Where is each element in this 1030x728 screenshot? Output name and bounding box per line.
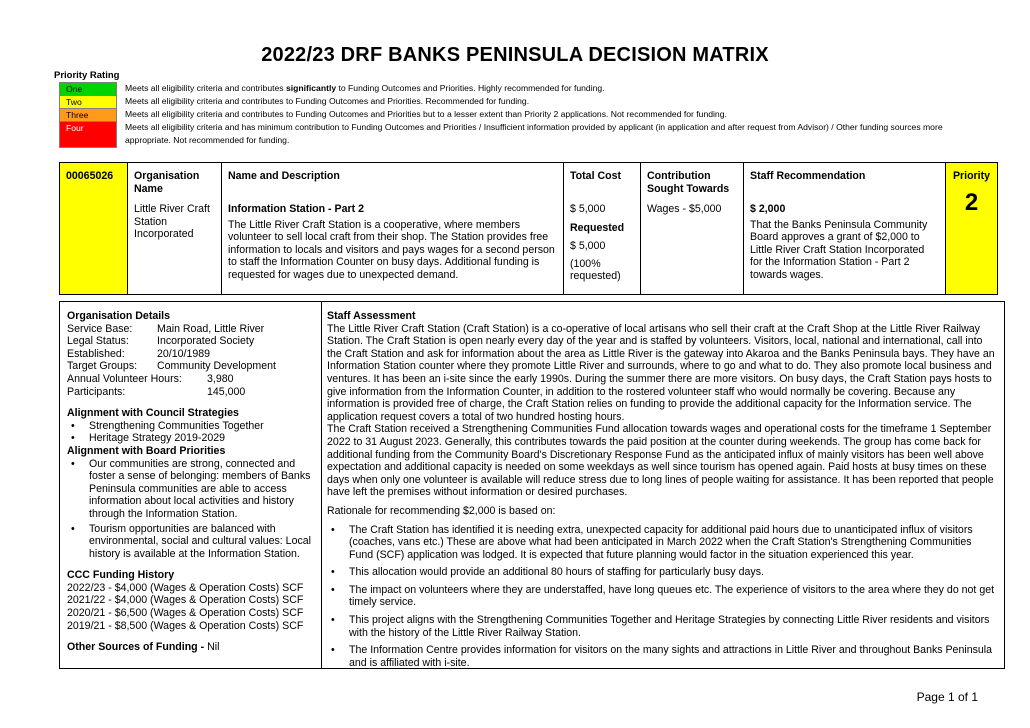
detail-row: Participants: 145,000	[67, 385, 246, 398]
detail-row: Legal Status: Incorporated Society	[67, 335, 255, 348]
staff-recommendation-header: Staff Recommendation	[750, 170, 866, 182]
priority-swatch-one: One	[59, 82, 117, 95]
rationale-intro: Rationale for recommending $2,000 is based on:	[327, 504, 556, 517]
requested-label: Requested	[570, 221, 625, 234]
assessment-details	[59, 301, 1005, 669]
other-funding: Other Sources of Funding - Nil	[67, 641, 220, 654]
funding-history-item: 2019/21 - $8,500 (Wages & Operation Costs) SCF	[67, 619, 304, 632]
priority-level-four	[59, 121, 969, 148]
total-cost-value: $ 5,000	[570, 203, 606, 215]
page-title: 2022/23 DRF BANKS PENINSULA DECISION MATRIX	[261, 44, 769, 66]
total-cost-header: Total Cost	[570, 170, 622, 182]
application-id: 00065026	[60, 163, 128, 294]
detail-row: Established: 20/10/1989	[67, 347, 211, 360]
priority-rating-heading: Priority Rating	[54, 70, 120, 81]
funding-history-item: 2021/22 - $4,000 (Wages & Operation Costs) SCF	[67, 594, 304, 607]
page-number: Page 1 of 1	[916, 690, 978, 704]
project-name: Information Station - Part 2	[228, 203, 364, 215]
list-item: • Our communities are strong, connected and foster a sense of belonging: members of Banks Peninsula communities are able to access information about local activities and history through the Information Station.	[67, 458, 315, 521]
council-alignment-list	[67, 420, 315, 445]
rationale-list	[327, 524, 998, 670]
staff-recommendation-column	[744, 163, 946, 294]
priority-column	[946, 163, 997, 294]
priority-desc-three: Meets all eligibility criteria and contributes to Funding Outcomes and Priorities but to a lesser extent than Priority 2 applications. Not recommended for funding.	[125, 109, 727, 119]
board-alignment-heading: Alignment with Board Priorities	[67, 444, 226, 457]
funding-history-item: 2020/21 - $6,500 (Wages & Operation Costs) SCF	[67, 607, 304, 620]
organisation-header: Organisation Name	[134, 170, 200, 195]
list-item: • The Information Centre provides information for visitors on the many sights and attractions in Little River and throughout Banks Peninsula and is affiliated with i-site.	[327, 644, 998, 669]
assessment-paragraph: The Craft Station received a Strengthening Communities Fund allocation towards wages and operational costs for the timeframe 1 September 2022 to 31 August 2023. Generally, this contributes towards the paid position at the counter during weekends. The group has come back for additional funding from the Community Board's Discretionary Response Fund as the anticipated influx of mainly visitors has been well above expectation and additional capacity is needed on some weekdays as well since tourism has opened again. Paid hosts at busy times on these days when only one volunteer is available will reduce stress due to long lines of people waiting for assistance. It has been reported that people have left the premises without information or desired purchases.	[327, 423, 994, 499]
priority-swatch-two: Two	[59, 95, 117, 108]
priority-level-one	[59, 82, 969, 95]
requested-amount: $ 5,000	[570, 239, 606, 252]
recommendation-amount: $ 2,000	[750, 203, 786, 215]
priority-level-two	[59, 95, 969, 108]
list-item: • Heritage Strategy 2019-2029	[67, 432, 315, 445]
priority-level-three	[59, 108, 969, 121]
organisation-column	[128, 163, 222, 294]
priority-desc-four: Meets all eligibility criteria and has minimum contribution to Funding Outcomes and Priorities / Insufficient information provided by applicant (in application and after request from Advisor) / Other funding sources more appropriate. Not recommended for funding.	[125, 122, 943, 145]
assessment-paragraph: The Little River Craft Station (Craft Station) is a co-operative of local artisans who sell their craft at the Craft Shop at the Little River Railway Station. The Craft Station is open nearly every day of the year and is staffed by volunteers. Visitors, local, national and international, call into the Craft Station and ask for information about the area as Little River is the gateway into Akaroa and the Banks Peninsula bays. They have an Information Station counter where they promote Little River and surrounds, where to go and what to do. They also promote local business and ventures. It has been an i-site since the early 1990s. During the summer there are more visitors. On busy days, the Craft Station pays hosts to give information from the Information Counter, in addition to the rostered volunteer staff who would normally be covering. Because any information is provided free of charge, the Craft Station relies on funding to provide the additional capacity for the Information service. The application request covers a total of two hundred hosting hours.	[327, 322, 995, 423]
staff-assessment-panel	[322, 302, 1004, 668]
priority-header: Priority	[952, 170, 991, 182]
total-cost-column	[564, 163, 641, 294]
project-description: The Little River Craft Station is a cooperative, where members volunteer to sell local craft from their shop. The Station provides free information to locals and visitors and pays wages for a second person to staff the Information Counter on busy days. Additional funding is requested for wages due to unexpected demand.	[228, 218, 555, 281]
priority-swatch-four: Four	[59, 121, 117, 148]
priority-value: 2	[964, 189, 979, 216]
staff-assessment-heading: Staff Assessment	[327, 310, 416, 322]
funding-history-item: 2022/23 - $4,000 (Wages & Operation Costs) SCF	[67, 581, 304, 594]
detail-row: Service Base: Main Road, Little River	[67, 322, 265, 335]
list-item: • This project aligns with the Strengthening Communities Together and Heritage Strategies by connecting Little River residents and visitors with the history of the Little River Railway Station.	[327, 614, 998, 639]
detail-row: Annual Volunteer Hours: 3,980	[67, 372, 234, 385]
list-item: • The Craft Station has identified it is needing extra, unexpected capacity for additional paid hours due to unanticipated influx of visitors (coaches, vans etc.) These are above what had been anticipated in March 2022 when the Craft Station's Strengthening Communities Fund (SCF) application was lodged. It is expected that future planning would factor in the situation experienced this year.	[327, 524, 998, 562]
organisation-details-heading: Organisation Details	[67, 310, 171, 322]
priority-desc-two: Meets all eligibility criteria and contributes to Funding Outcomes and Priorities. Recommended for funding.	[125, 96, 530, 106]
list-item: • Strengthening Communities Together	[67, 420, 315, 433]
organisation-name: Little River Craft Station Incorporated	[134, 203, 210, 241]
contribution-column	[641, 163, 744, 294]
priority-desc-one: Meets all eligibility criteria and contributes significantly to Funding Outcomes and Priorities. Highly recommended for funding.	[125, 83, 605, 93]
contribution-value: Wages - $5,000	[647, 203, 722, 215]
application-summary-table	[59, 162, 998, 295]
name-description-column	[222, 163, 564, 294]
list-item: • The impact on volunteers where they are understaffed, have long queues etc. The experience of visitors to the area where they do not get timely service.	[327, 584, 998, 609]
priority-swatch-three: Three	[59, 108, 117, 121]
list-item: • This allocation would provide an additional 80 hours of staffing for particularly busy days.	[327, 566, 998, 579]
funding-history-heading: CCC Funding History	[67, 569, 175, 582]
detail-row: Target Groups: Community Development	[67, 360, 276, 373]
list-item: • Tourism opportunities are balanced with environmental, social and cultural values: Local history is available at the Information Station.	[67, 523, 315, 561]
priority-rating-legend	[59, 82, 969, 148]
board-alignment-list	[67, 458, 315, 561]
name-description-header: Name and Description	[228, 170, 340, 182]
recommendation-text: That the Banks Peninsula Community Board approves a grant of $2,000 to Little River Craft Station Incorporated for the Information Station - Part 2 towards wages.	[750, 218, 928, 281]
organisation-details-panel	[60, 302, 322, 668]
contribution-header: Contribution Sought Towards	[647, 170, 730, 195]
council-alignment-heading: Alignment with Council Strategies	[67, 407, 239, 420]
requested-percent: (100% requested)	[570, 257, 621, 283]
